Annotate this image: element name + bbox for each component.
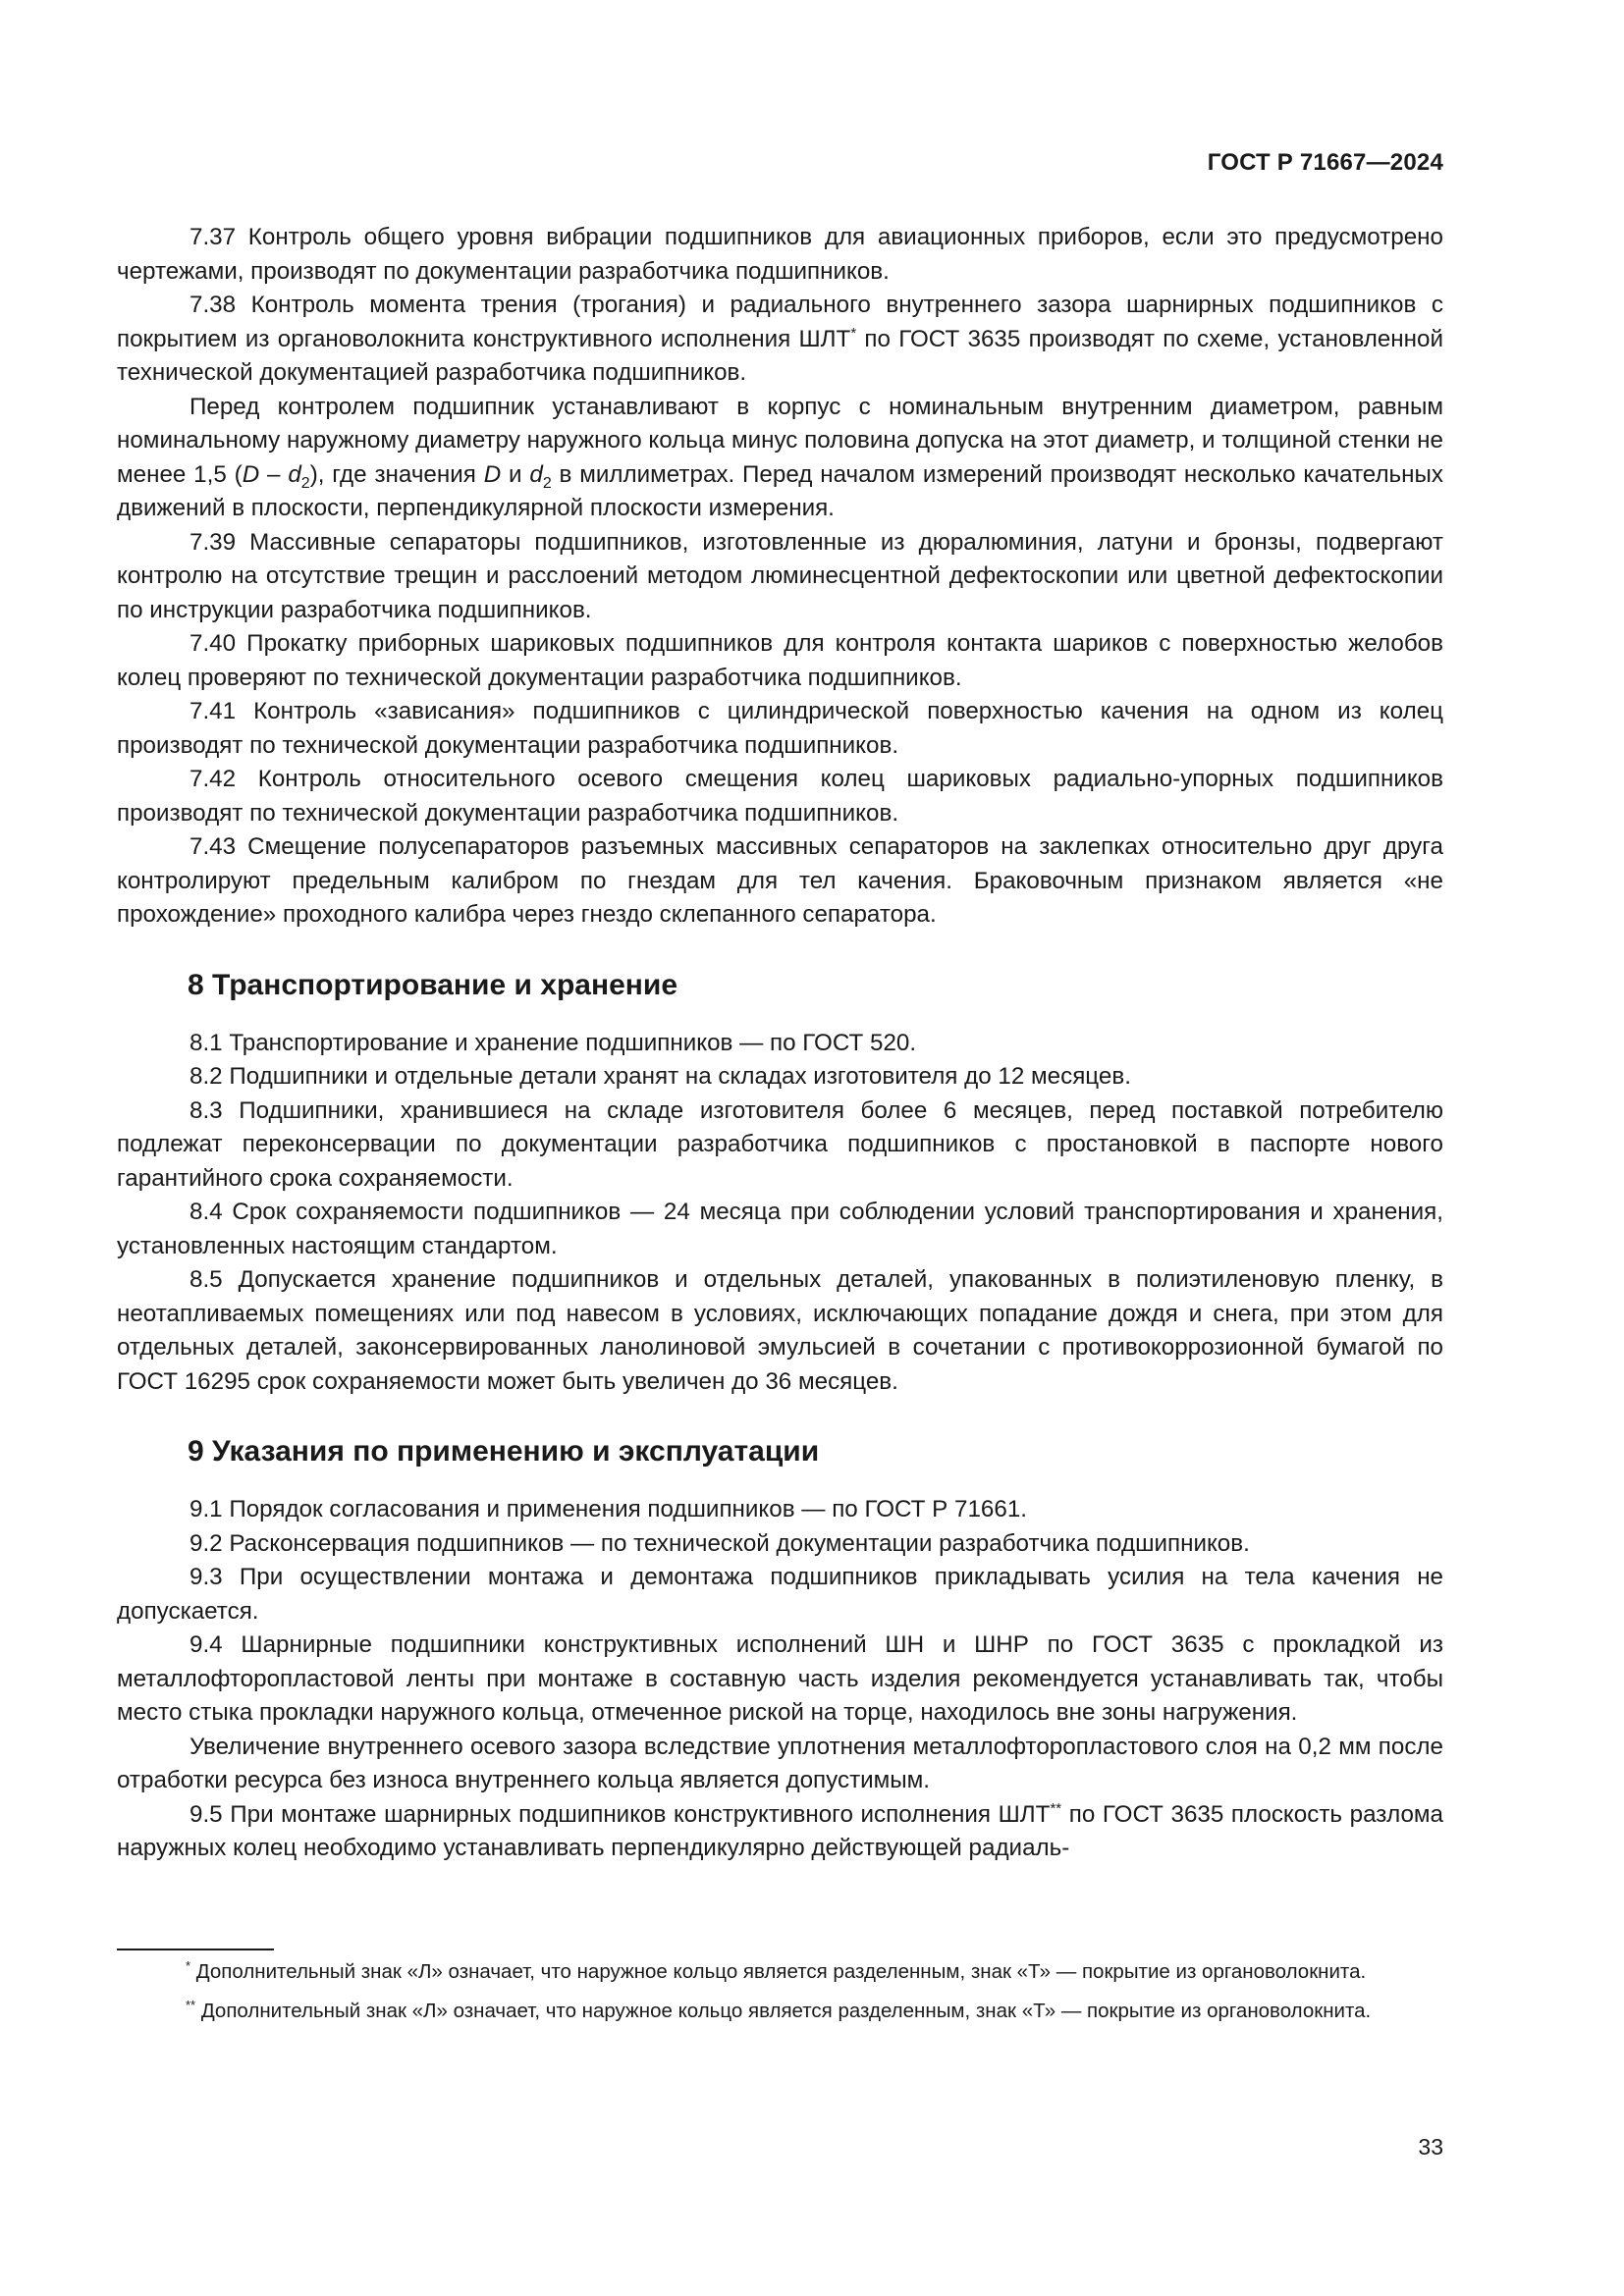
paragraph-7-39: 7.39 Массивные сепараторы подшипников, изготовленные из дюралюминия, латуни и бронзы, подвергают контролю на отсутствие трещин и расслоений методом люминесцентной дефектоскопии или цветной дефектоскопии по инструкции разработчика подшипников. <box>117 528 1443 623</box>
footnotes <box>117 1958 1443 2037</box>
paragraph-7-38 <box>117 289 1443 391</box>
footnote-2 <box>117 1998 1443 2025</box>
section-8-heading: 8 Транспортирование и хранение <box>188 968 678 1001</box>
footnote-mark: ** <box>186 1998 196 2013</box>
paragraph-7-41: 7.41 Контроль «зависания» подшипников с цилиндрической поверхностью качения на одном из колец производят по технической документации разработчика подшипников. <box>117 698 1443 759</box>
paragraph-8-3: 8.3 Подшипники, хранившиеся на складе изготовителя более 6 месяцев, перед поставкой потребителю подлежат переконсервации по документации разработчика подшипников с простановкой в паспорте нового гарантийного срока сохраняемости. <box>117 1096 1443 1192</box>
paragraph-9-4: 9.4 Шарнирные подшипники конструктивных исполнений ШН и ШНР по ГОСТ 3635 с прокладкой из металлофторопластовой ленты при монтаже в составную часть изделия рекомендуется устанавливать так, чтобы место стыка прокладки наружного кольца, отмеченное риской на торце, находилось вне зоны нагружения. <box>117 1631 1443 1726</box>
symbol-d: d <box>288 460 301 488</box>
footnote-1 <box>117 1958 1443 1986</box>
footnote-text: Дополнительный знак «Л» означает, что наружное кольцо является разделенным, знак «Т» — покрытие из органоволокнита. <box>195 2000 1372 2022</box>
paragraph-7-38-installation <box>117 391 1443 526</box>
footnote-ref: ** <box>1050 1799 1062 1817</box>
paragraph-7-40: 7.40 Прокатку приборных шариковых подшипников для контроля контакта шариков с поверхностью желобов колец проверяют по технической документации разработчика подшипников. <box>117 630 1443 691</box>
footnote-separator <box>117 1949 274 1950</box>
symbol-d: d <box>529 460 543 488</box>
symbol-D: D <box>242 460 260 488</box>
symbol-D: D <box>483 460 502 488</box>
text-run: в миллиметрах. Перед началом измерений производят несколько качательных движений в плоскости, перпендикулярной плоскости измерения. <box>117 460 1443 521</box>
paragraph-9-1: 9.1 Порядок согласования и применения подшипников — по ГОСТ Р 71661. <box>189 1496 1028 1522</box>
footnote-mark: * <box>186 1958 191 1974</box>
document-body <box>117 221 1443 1866</box>
subscript: 2 <box>300 474 310 492</box>
paragraph-9-2: 9.2 Расконсервация подшипников — по технической документации разработчика подшипников. <box>189 1529 1250 1557</box>
text-run: 9.5 При монтаже шарнирных подшипников конструктивного исполнения ШЛТ <box>189 1800 1051 1828</box>
paragraph-7-37: 7.37 Контроль общего уровня вибрации подшипников для авиационных приборов, если это предусмотрено чертежами, производят по документации разработчика подшипников. <box>117 224 1443 285</box>
paragraph-9-3: 9.3 При осуществлении монтажа и демонтажа подшипников прикладывать усилия на тела качения не допускается. <box>117 1564 1443 1625</box>
footnote-text: Дополнительный знак «Л» означает, что наружное кольцо является разделенным, знак «Т» — покрытие из органоволокнита. <box>190 1960 1367 1983</box>
paragraph-7-43: 7.43 Смещение полусепараторов разъемных массивных сепараторов на заклепках относительно друг друга контролируют предельным калибром по гнездам для тел качения. Браковочным признаком является «не прохождение» проходного калибра через гнездо склепанного сепаратора. <box>117 833 1443 928</box>
text-run: ), где значения <box>309 460 484 488</box>
paragraph-7-42: 7.42 Контроль относительного осевого смещения колец шариковых радиально-упорных подшипников производят по технической документации разработчика подшипников. <box>117 766 1443 827</box>
paragraph-8-5: 8.5 Допускается хранение подшипников и отдельных деталей, упакованных в полиэтиленовую пленку, в неотапливаемых помещениях или под навесом в условиях, исключающих попадание дождя и снега, при этом для отдельных деталей, законсервированных ланолиновой эмульсией в сочетании с противокоррозионной бумагой по ГОСТ 16295 срок сохраняемости может быть увеличен до 36 месяцев. <box>117 1266 1443 1395</box>
document-code: ГОСТ Р 71667—2024 <box>1207 149 1443 176</box>
text-run: Перед контролем подшипник устанавливают в корпус с номинальным внутренним диаметром, равным номинальному наружному диаметру наружного кольца минус половина допуска на этот диаметр, и толщиной стенки не менее 1,5 ( <box>117 393 1443 488</box>
text-run: – <box>259 460 289 488</box>
page-number: 33 <box>1418 2134 1443 2160</box>
paragraph-8-2: 8.2 Подшипники и отдельные детали хранят на складах изготовителя до 12 месяцев. <box>189 1063 1131 1090</box>
text-run: и <box>501 460 530 488</box>
section-9-heading: 9 Указания по применению и эксплуатации <box>188 1435 820 1468</box>
paragraph-8-1: 8.1 Транспортирование и хранение подшипников — по ГОСТ 520. <box>189 1029 917 1056</box>
paragraph-9-5 <box>117 1798 1443 1866</box>
footnote-ref: * <box>850 324 857 342</box>
text-run: 7.38 Контроль момента трения (трогания) и радиального внутреннего зазора шарнирных подшипников с покрытием из органоволокнита конструктивного исполнения ШЛТ <box>117 292 1443 352</box>
paragraph-9-4-clearance: Увеличение внутреннего осевого зазора вследствие уплотнения металлофторопластового слоя на 0,2 мм после отработки ресурса без износа внутреннего кольца является допустимым. <box>117 1733 1443 1793</box>
subscript: 2 <box>542 474 552 492</box>
text-run: по ГОСТ 3635 производят по схеме, установленной технической документацией разработчика подшипников. <box>117 325 1443 386</box>
paragraph-8-4: 8.4 Срок сохраняемости подшипников — 24 месяца при соблюдении условий транспортирования и хранения, установленных настоящим стандартом. <box>117 1199 1443 1259</box>
text-run: по ГОСТ 3635 плоскость разлома наружных колец необходимо устанавливать перпендикулярно действующей радиаль- <box>117 1800 1443 1861</box>
